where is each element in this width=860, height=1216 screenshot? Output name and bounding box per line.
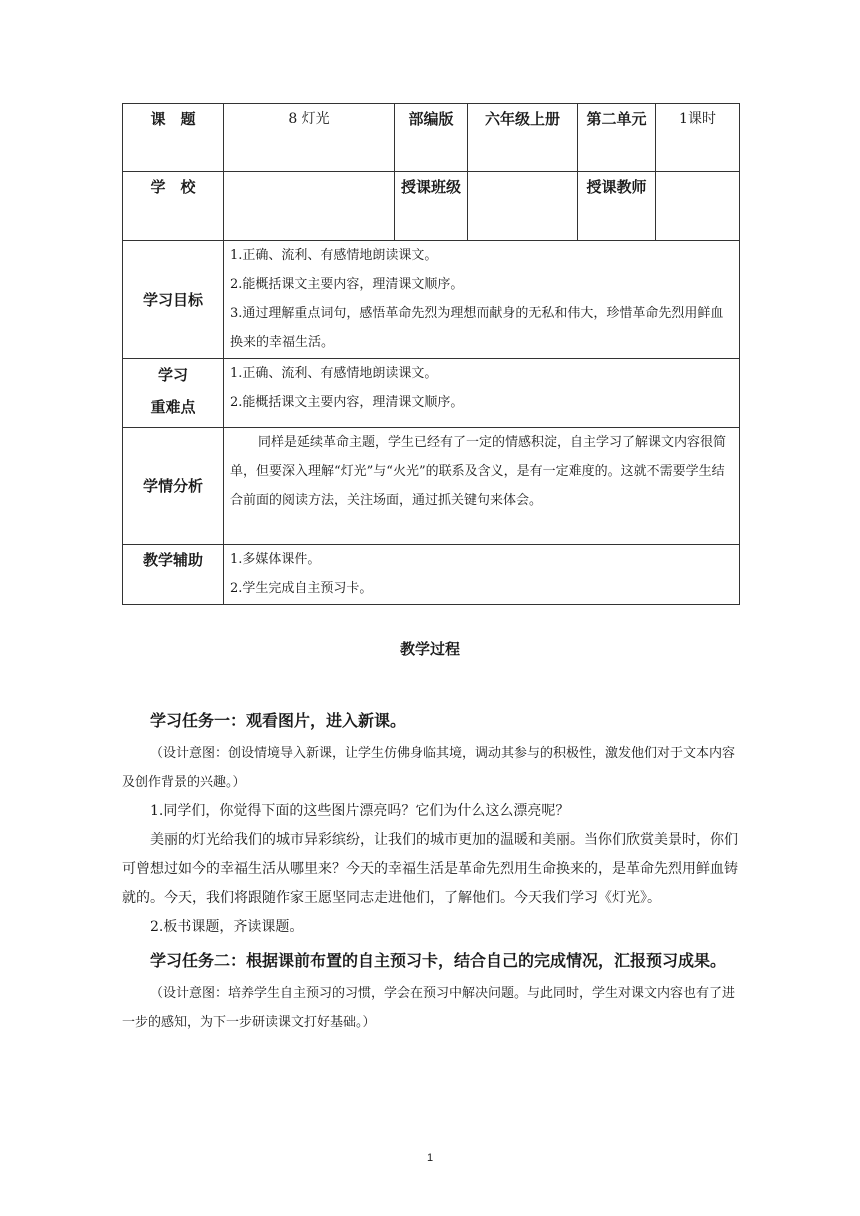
goals-content	[224, 241, 740, 359]
hours-cell: 1课时	[656, 104, 740, 172]
table-row	[123, 545, 740, 605]
task1-heading: 学习任务一：观看图片，进入新课。	[150, 711, 407, 730]
lesson-info-table	[122, 103, 740, 605]
analysis-label: 学情分析	[123, 428, 224, 545]
difficulty-label-line1: 学习	[157, 366, 188, 384]
table-row	[123, 104, 740, 172]
difficulty-label	[123, 359, 224, 428]
edition-cell: 部编版	[395, 104, 468, 172]
aid-item: 1.多媒体课件。	[230, 552, 321, 567]
section-title: 教学过程	[399, 640, 460, 658]
paragraph: 1.同学们，你觉得下面的这些图片漂亮吗？它们为什么这么漂亮呢？	[150, 803, 570, 819]
table-row	[123, 428, 740, 545]
goals-label: 学习目标	[123, 241, 224, 359]
table-row	[123, 359, 740, 428]
process-body	[122, 702, 739, 1037]
goal-item: 1.正确、流利、有感情地朗读课文。	[230, 248, 438, 263]
lesson-title: 8 灯光	[224, 104, 395, 172]
difficulty-item: 1.正确、流利、有感情地朗读课文。	[230, 366, 438, 381]
unit-cell: 第二单元	[578, 104, 656, 172]
topic-label: 课 题	[123, 104, 224, 172]
analysis-text: 同样是延续革命主题，学生已经有了一定的情感积淀，自主学习了解课文内容很简单，但要深入理解“灯光”与“火光”的联系及含义，是有一定难度的。这就不需要学生结合前面的阅读方法，关注场面，通过抓关键句来体会。	[230, 435, 727, 508]
school-label: 学 校	[123, 172, 224, 241]
aids-label: 教学辅助	[123, 545, 224, 605]
class-value	[468, 172, 578, 241]
difficulty-label-line2: 重难点	[150, 398, 196, 416]
school-value	[224, 172, 395, 241]
table-row	[123, 172, 740, 241]
goal-item: 2.能概括课文主要内容，理清课文顺序。	[230, 277, 464, 292]
class-label: 授课班级	[395, 172, 468, 241]
task1-note: （设计意图：创设情境导入新课，让学生仿佛身临其境，调动其参与的积极性，激发他们对于文本内容及创作背景的兴趣。）	[122, 746, 736, 790]
difficulty-content	[224, 359, 740, 428]
page-number: 1	[426, 1152, 434, 1164]
aids-content	[224, 545, 740, 605]
teacher-value	[656, 172, 740, 241]
teacher-label: 授课教师	[578, 172, 656, 241]
difficulty-item: 2.能概括课文主要内容，理清课文顺序。	[230, 395, 464, 410]
task2-note: （设计意图：培养学生自主预习的习惯，学会在预习中解决问题。与此同时，学生对课文内容也有了进一步的感知，为下一步研读课文打好基础。）	[122, 986, 736, 1030]
paragraph: 美丽的灯光给我们的城市异彩缤纷，让我们的城市更加的温暖和美丽。当你们欣赏美景时，你们可曾想过如今的幸福生活从哪里来？今天的幸福生活是革命先烈用生命换来的，是革命先烈用鲜血铸就的。今天，我们将跟随作家王愿坚同志走进他们，了解他们。今天我们学习《灯光》。	[122, 832, 738, 906]
paragraph: 2.板书课题，齐读课题。	[150, 919, 304, 935]
goal-item: 3.通过理解重点词句，感悟革命先烈为理想而献身的无私和伟大，珍惜革命先烈用鲜血换来的幸福生活。	[230, 306, 724, 350]
grade-cell: 六年级上册	[468, 104, 578, 172]
analysis-content	[224, 428, 740, 545]
task2-heading: 学习任务二：根据课前布置的自主预习卡，结合自己的完成情况，汇报预习成果。	[150, 951, 727, 970]
table-row	[123, 241, 740, 359]
aid-item: 2.学生完成自主预习卡。	[230, 581, 373, 596]
